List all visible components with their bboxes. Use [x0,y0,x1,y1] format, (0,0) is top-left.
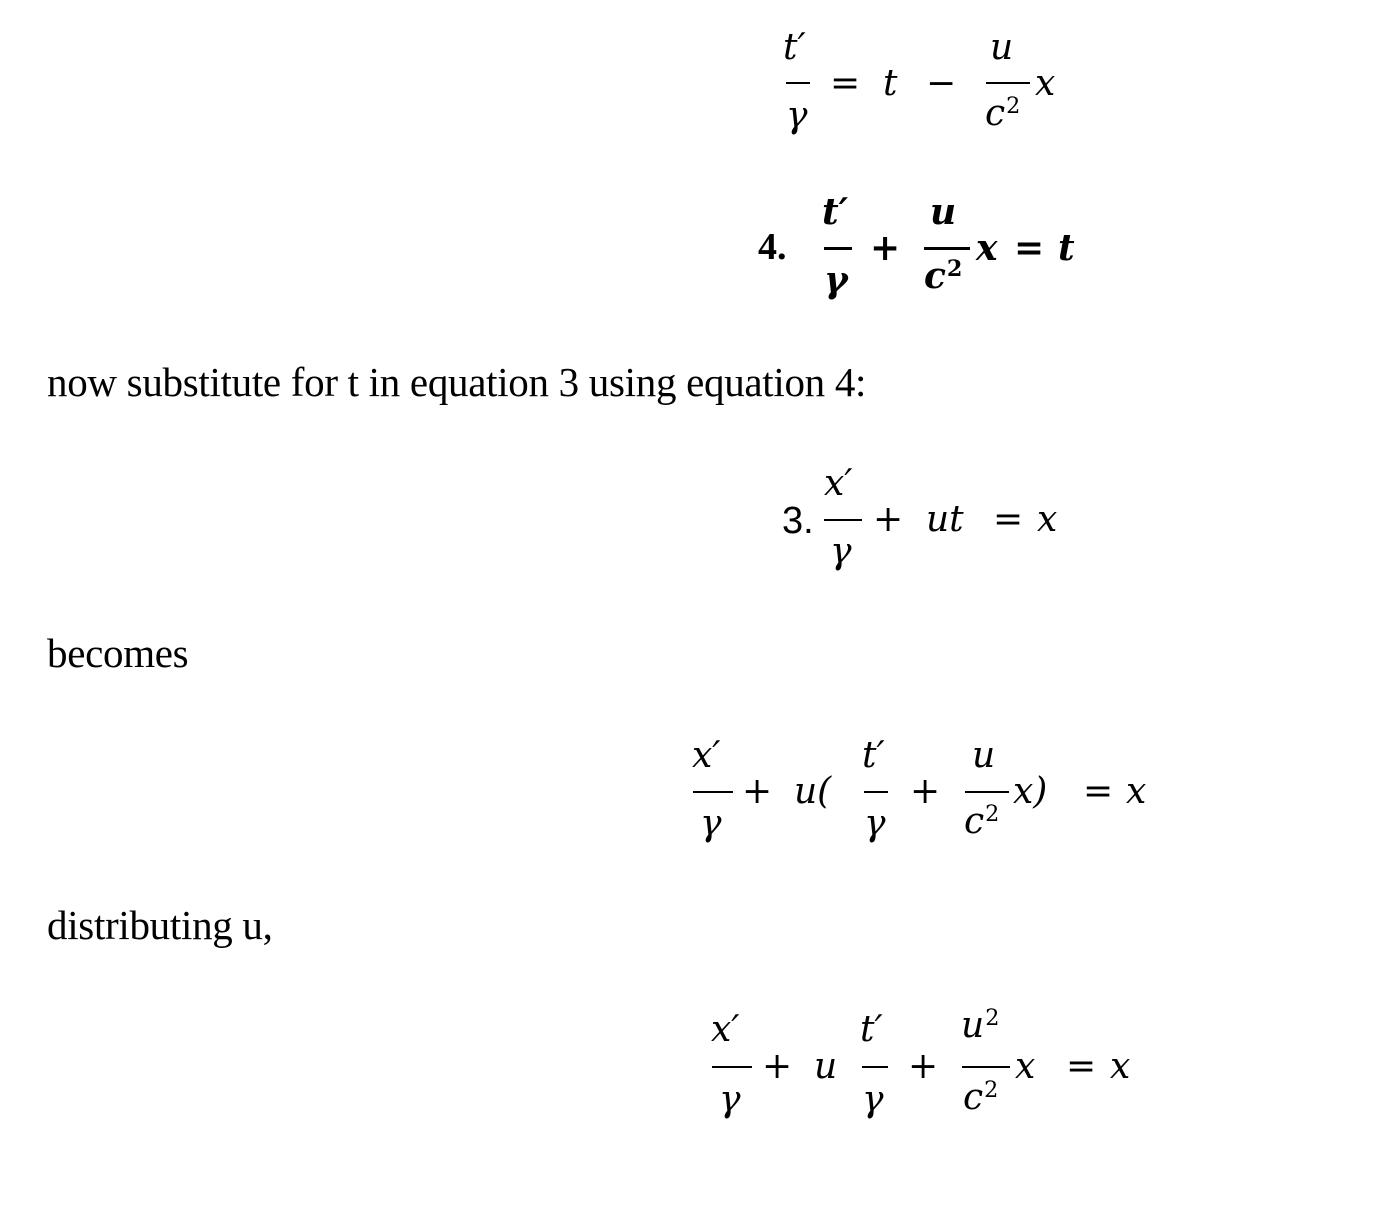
fraction-denominator: γ [719,1079,741,1120]
fraction-denominator: γ [862,1079,884,1120]
fraction-numerator: t′ [862,735,885,776]
term-ut: ut [926,499,964,540]
fraction-numerator: x′ [824,463,853,504]
x-close-paren: x) [1013,771,1048,812]
variable-x: x [1126,771,1147,812]
fraction-denominator: γ [824,259,848,301]
fraction-numerator: u [930,191,957,233]
fraction-denominator: γ [786,95,808,136]
minus-sign: − [926,63,957,104]
becomes-text: becomes [47,630,189,676]
fraction-numerator: u [972,735,996,776]
equation-number: 4. [758,226,787,268]
fraction-numerator: t′ [860,1009,883,1050]
equation-number: 3. [782,500,814,542]
plus-sign: + [910,771,941,812]
equals-sign: = [830,63,861,104]
distributing-text: distributing u, [47,902,273,948]
plus-sign: + [762,1046,793,1087]
equals-sign: = [1066,1046,1097,1087]
fraction-denominator: $c^2$ [963,1076,999,1118]
fraction-numerator: t′ [783,27,806,68]
substitution-instruction-text: now substitute for t in equation 3 using equation 4: [47,359,867,405]
equals-sign: = [1014,227,1045,269]
equals-sign: = [993,499,1024,540]
variable-x: x [1110,1046,1131,1087]
variable-x: x [1037,499,1058,540]
fraction-denominator: $c^2$ [964,800,1000,842]
fraction-bar [862,1066,888,1068]
fraction-denominator: γ [830,531,852,572]
equals-sign: = [1083,771,1114,812]
fraction-numerator: x′ [711,1009,740,1050]
variable-u: u [814,1046,838,1087]
plus-sign: + [873,499,904,540]
plus-sign: + [870,227,901,269]
variable-x: x [1015,1046,1036,1087]
fraction-bar [712,1066,752,1068]
u-open-paren: u( [794,771,832,812]
fraction-numerator: $u^2$ [961,1004,1000,1046]
variable-x: x [976,227,998,269]
plus-sign: + [742,771,773,812]
fraction-numerator: u [990,27,1014,68]
fraction-denominator: $c^2$ [924,255,963,297]
fraction-numerator: x′ [692,735,721,776]
variable-t: t [883,63,898,104]
fraction-denominator: γ [700,803,722,844]
fraction-numerator: t′ [822,191,849,233]
variable-x: x [1035,63,1056,104]
fraction-bar [962,1066,1010,1068]
fraction-denominator: $c^2$ [985,92,1021,134]
variable-t: t [1058,227,1075,269]
fraction-denominator: γ [864,803,886,844]
plus-sign: + [908,1046,939,1087]
